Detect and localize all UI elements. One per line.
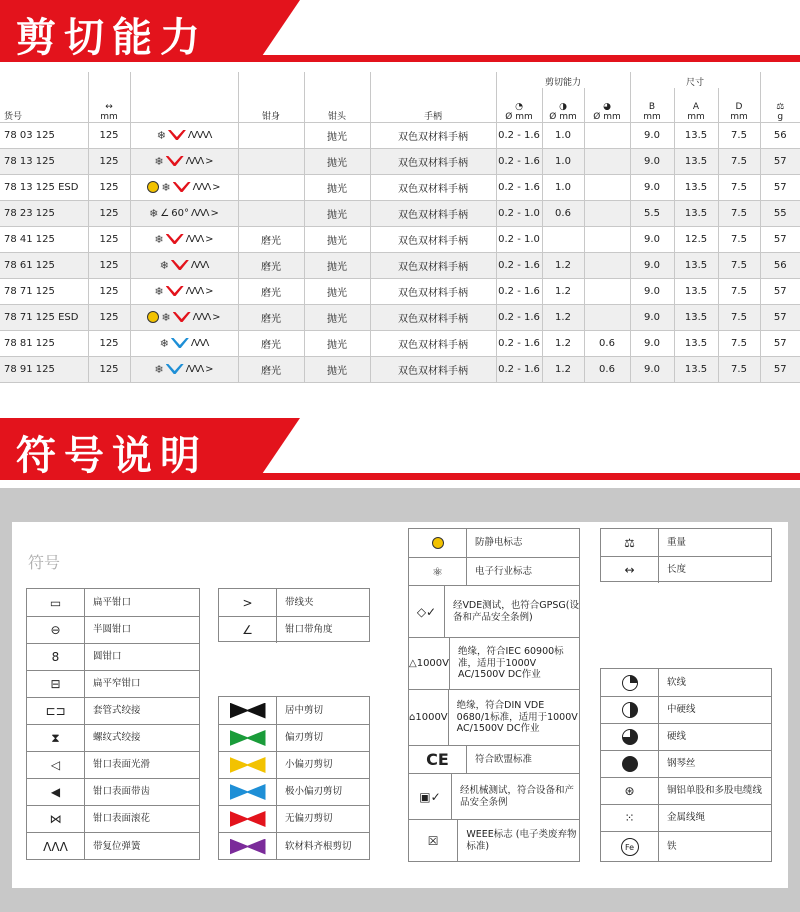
table-row: 78 71 125 125 ❄ ΛΛΛ > 磨光 抛光 双色双材料手柄 0.2 - 1.6 1.2 9.0 13.5 7.5 57 <box>0 278 800 304</box>
spring-icon: ΛΛΛ <box>27 833 85 860</box>
legend-card <box>12 522 788 888</box>
esd-icon <box>432 537 444 549</box>
tiny-bevel-cut-icon <box>171 338 189 348</box>
spring-icon: ΛΛΛ <box>190 259 209 271</box>
legend-row: 中硬线 <box>601 696 771 723</box>
electronics-icon: ❄ <box>156 128 166 142</box>
electronics-icon: ❄ <box>159 258 169 272</box>
wire-clamp-icon: > <box>219 589 277 616</box>
col-head: 钳头 <box>304 88 370 122</box>
col-handle: 手柄 <box>370 88 496 122</box>
legend-jaw-types <box>26 588 200 860</box>
feature-icons <box>130 122 238 148</box>
table-row: 78 13 125 125 ❄ ΛΛΛ > 抛光 双色双材料手柄 0.2 - 1.6 1.0 9.0 13.5 7.5 57 <box>0 148 800 174</box>
legend-row: 偏刃剪切 <box>219 724 369 751</box>
vde-gs-icon: ◇✓ <box>409 586 445 637</box>
table-row: 78 61 125 125 ❄ ΛΛΛ 磨光 抛光 双色双材料手柄 0.2 - 1.6 1.2 9.0 13.5 7.5 56 <box>0 252 800 278</box>
col-hard: ◕ Ø mm <box>584 88 630 122</box>
electronics-icon: ❄ <box>154 362 164 376</box>
table-row: 78 71 125 ESD 125 ❄ ΛΛΛ > 磨光 抛光 双色双材料手柄 0.2 - 1.6 1.2 9.0 13.5 7.5 57 <box>0 304 800 330</box>
electronics-icon: ❄ <box>154 232 164 246</box>
flat-jaw-icon: ▭ <box>27 589 85 616</box>
ce-mark-icon: CE <box>409 746 467 773</box>
electronics-icon: ❄ <box>154 284 164 298</box>
legend-row: ◀ 钳口表面带齿 <box>27 778 199 805</box>
smooth-jaw-icon: ◁ <box>27 752 85 778</box>
feature-icons <box>130 174 238 200</box>
legend-row: ΛΛΛ 带复位弹簧 <box>27 832 199 860</box>
screw-joint-icon: ⧗ <box>27 725 85 751</box>
feature-icons <box>130 252 238 278</box>
insulation-triangle-icon: △ <box>409 658 417 669</box>
tiny-bevel-cut-icon <box>166 364 184 374</box>
angle-label: 60° <box>171 207 189 219</box>
legend-row: 8 圆钳口 <box>27 643 199 670</box>
col-body: 钳身 <box>238 88 304 122</box>
bevel-cut-swatch <box>230 703 266 719</box>
flat-narrow-jaw-icon: ⊟ <box>27 671 85 697</box>
electronics-icon: ❄ <box>161 310 171 324</box>
legend-row: ⧗ 螺纹式绞接 <box>27 724 199 751</box>
feature-icons <box>130 226 238 252</box>
wire-clamp-icon: > <box>205 285 214 297</box>
serrated-jaw-icon: ◀ <box>27 779 85 805</box>
feature-icons <box>130 148 238 174</box>
spring-icon: ΛΛΛ <box>191 207 209 219</box>
legend-row: ⁙ 金属线绳 <box>601 804 771 831</box>
esd-icon <box>147 181 159 193</box>
legend-row: 防静电标志 <box>409 529 579 557</box>
table-row: 78 41 125 125 ❄ ΛΛΛ > 磨光 抛光 双色双材料手柄 0.2 - 1.0 9.0 12.5 7.5 57 <box>0 226 800 252</box>
flush-cut-icon <box>166 234 184 244</box>
legend-wire-types <box>600 668 772 862</box>
flush-cut-icon <box>173 312 191 322</box>
legend-row: ↔ 长度 <box>601 556 771 583</box>
section-banner-cutting <box>0 0 800 62</box>
legend-row: ▭ 扁平钳口 <box>27 589 199 616</box>
iron-icon: Fe <box>621 838 639 856</box>
group-dim-header: 尺寸 <box>630 72 760 88</box>
flush-cut-swatch <box>230 811 266 827</box>
legend-row: 居中剪切 <box>219 697 369 724</box>
col-soft: ◔ Ø mm <box>496 88 542 122</box>
round-jaw-icon: 8 <box>27 644 85 670</box>
insulation-bell-icon: ⌂ <box>409 712 416 723</box>
legend-row: 小偏刃剪切 <box>219 751 369 778</box>
electronics-icon: ❄ <box>154 154 164 168</box>
feature-icons <box>130 330 238 356</box>
piano-wire-icon <box>622 756 638 772</box>
soft-wire-icon <box>622 675 638 691</box>
legend-row: ∠ 钳口带角度 <box>219 616 369 643</box>
feature-icons <box>130 200 238 226</box>
legend-row: ⊏⊐ 套管式绞接 <box>27 697 199 724</box>
flush-cut-icon <box>166 286 184 296</box>
scale-icon: ⚖ <box>776 101 785 112</box>
wire-clamp-icon: > <box>212 181 221 193</box>
col-b: B mm <box>630 88 674 122</box>
spring-icon: ΛΛΛ <box>185 155 204 167</box>
angled-jaw-icon: ∠ <box>219 617 277 643</box>
col-d: D mm <box>718 88 760 122</box>
product-table <box>0 72 800 383</box>
electronics-icon: ❄ <box>149 206 159 220</box>
hard-wire-icon <box>622 729 638 745</box>
table-row: 78 13 125 ESD 125 ❄ ΛΛΛ > 抛光 双色双材料手柄 0.2 - 1.6 1.0 9.0 13.5 7.5 57 <box>0 174 800 200</box>
tiny-bevel-cut-swatch <box>230 784 266 800</box>
spring-icon: ΛΛΛ <box>185 233 204 245</box>
medium-wire-icon <box>622 702 638 718</box>
electronics-icon: ❄ <box>159 336 169 350</box>
table-row: 78 03 125 125 ❄ ΛΛΛΛ 抛光 双色双材料手柄 0.2 - 1.6 1.0 9.0 13.5 7.5 56 <box>0 122 800 148</box>
wire-clamp-icon: > <box>205 155 214 167</box>
legend-row: ☒ WEEE标志 (电子类废弃物标准) <box>409 819 579 862</box>
section-banner-symbols <box>0 418 800 480</box>
flush-cut-icon <box>173 182 191 192</box>
spring-icon: ΛΛΛΛ <box>187 129 212 141</box>
spring-icon: ΛΛΛ <box>185 363 204 375</box>
col-weight: ⚖ g <box>760 88 800 122</box>
legend-row: Fe 铁 <box>601 831 771 862</box>
legend-row: 软线 <box>601 669 771 696</box>
legend-row: ⊛ 铜铝单股和多股电缆线 <box>601 777 771 804</box>
legend-row: CE 符合欧盟标准 <box>409 745 579 773</box>
legend-row: 硬线 <box>601 723 771 750</box>
legend-row: > 带线夹 <box>219 589 369 616</box>
legend-extra-features <box>218 588 370 642</box>
legend-row: ⌂ 1000V 绝缘，符合DIN VDE 0680/1标准，适用于1000V AC/1500V DC作业 <box>409 689 579 745</box>
legend-certifications <box>408 528 580 862</box>
section-title: 剪切能力 <box>16 15 208 61</box>
table-row: 78 91 125 125 ❄ ΛΛΛ > 磨光 抛光 双色双材料手柄 0.2 - 1.6 1.2 0.6 9.0 13.5 7.5 57 <box>0 356 800 382</box>
esd-icon <box>147 311 159 323</box>
legend-row: 极小偏刃剪切 <box>219 778 369 805</box>
knurled-jaw-icon: ⋈ <box>27 806 85 832</box>
hard-wire-icon: ◕ <box>603 101 611 112</box>
electronics-icon: ⚛ <box>409 558 467 585</box>
spring-icon: ΛΛΛ <box>192 311 211 323</box>
legend-row: ◇✓ 经VDE测试，也符合GPSG(设备和产品安全条例) <box>409 585 579 637</box>
length-arrow-icon: ↔ <box>601 557 659 583</box>
stranded-cable-icon: ⊛ <box>601 778 659 804</box>
wire-clamp-icon: > <box>205 233 214 245</box>
scale-icon: ⚖ <box>601 529 659 556</box>
angled-jaw-icon: ∠ <box>160 207 170 219</box>
legend-row: 无偏刃剪切 <box>219 805 369 832</box>
wire-clamp-icon: > <box>210 207 219 219</box>
legend-cutting-edges <box>218 696 370 860</box>
small-bevel-cut-swatch <box>230 757 266 773</box>
flush-cut-icon <box>166 156 184 166</box>
table-row: 78 23 125 125 ❄ ∠ 60° ΛΛΛ > 抛光 双色双材料手柄 0.2 - 1.0 0.6 5.5 13.5 7.5 55 <box>0 200 800 226</box>
semi-flush-cut-swatch <box>230 730 266 746</box>
flush-cut-icon <box>171 260 189 270</box>
half-round-jaw-icon: ⊖ <box>27 617 85 643</box>
legend-row: ⋈ 钳口表面滚花 <box>27 805 199 832</box>
electronics-icon: ❄ <box>161 180 171 194</box>
feature-icons <box>130 304 238 330</box>
wire-clamp-icon: > <box>205 363 214 375</box>
lga-gs-icon: ▣✓ <box>409 774 452 819</box>
banner-red-line <box>250 55 800 62</box>
wire-rope-icon: ⁙ <box>601 805 659 831</box>
col-length: ↔ mm <box>88 88 130 122</box>
feature-icons <box>130 356 238 382</box>
legend-caption: 符号 <box>28 553 61 572</box>
legend-row: 钢琴丝 <box>601 750 771 777</box>
spring-icon: ΛΛΛ <box>185 285 204 297</box>
weee-bin-icon: ☒ <box>409 820 458 862</box>
medium-wire-icon: ◑ <box>559 101 567 112</box>
col-a: A mm <box>674 88 718 122</box>
legend-row: △ 1000V 绝缘，符合IEC 60900标准，适用于1000V AC/1500V DC作业 <box>409 637 579 689</box>
legend-row: ▣✓ 经机械测试，符合设备和产品安全条例 <box>409 773 579 819</box>
banner-red-line <box>250 473 800 480</box>
legend-measures <box>600 528 772 582</box>
feature-icons <box>130 278 238 304</box>
col-code: 货号 <box>0 88 88 122</box>
legend-row: ⚖ 重量 <box>601 529 771 556</box>
length-arrow-icon: ↔ <box>105 101 113 112</box>
section-title: 符号说明 <box>16 433 208 479</box>
legend-row: 软材料齐根剪切 <box>219 832 369 860</box>
legend-row: ◁ 钳口表面光滑 <box>27 751 199 778</box>
legend-row: ⊟ 扁平窄钳口 <box>27 670 199 697</box>
soft-wire-icon: ◔ <box>515 101 523 112</box>
legend-row: ⊖ 半圆钳口 <box>27 616 199 643</box>
table-row: 78 81 125 125 ❄ ΛΛΛ 磨光 抛光 双色双材料手柄 0.2 - 1.6 1.2 0.6 9.0 13.5 7.5 57 <box>0 330 800 356</box>
spring-icon: ΛΛΛ <box>190 337 209 349</box>
group-cutting-header: 剪切能力 <box>496 72 630 88</box>
box-joint-icon: ⊏⊐ <box>27 698 85 724</box>
soft-flush-cut-swatch <box>230 839 266 855</box>
wire-clamp-icon: > <box>212 311 221 323</box>
spring-icon: ΛΛΛ <box>192 181 211 193</box>
col-medium: ◑ Ø mm <box>542 88 584 122</box>
flush-cut-icon <box>168 130 186 140</box>
legend-row: ⚛ 电子行业标志 <box>409 557 579 585</box>
